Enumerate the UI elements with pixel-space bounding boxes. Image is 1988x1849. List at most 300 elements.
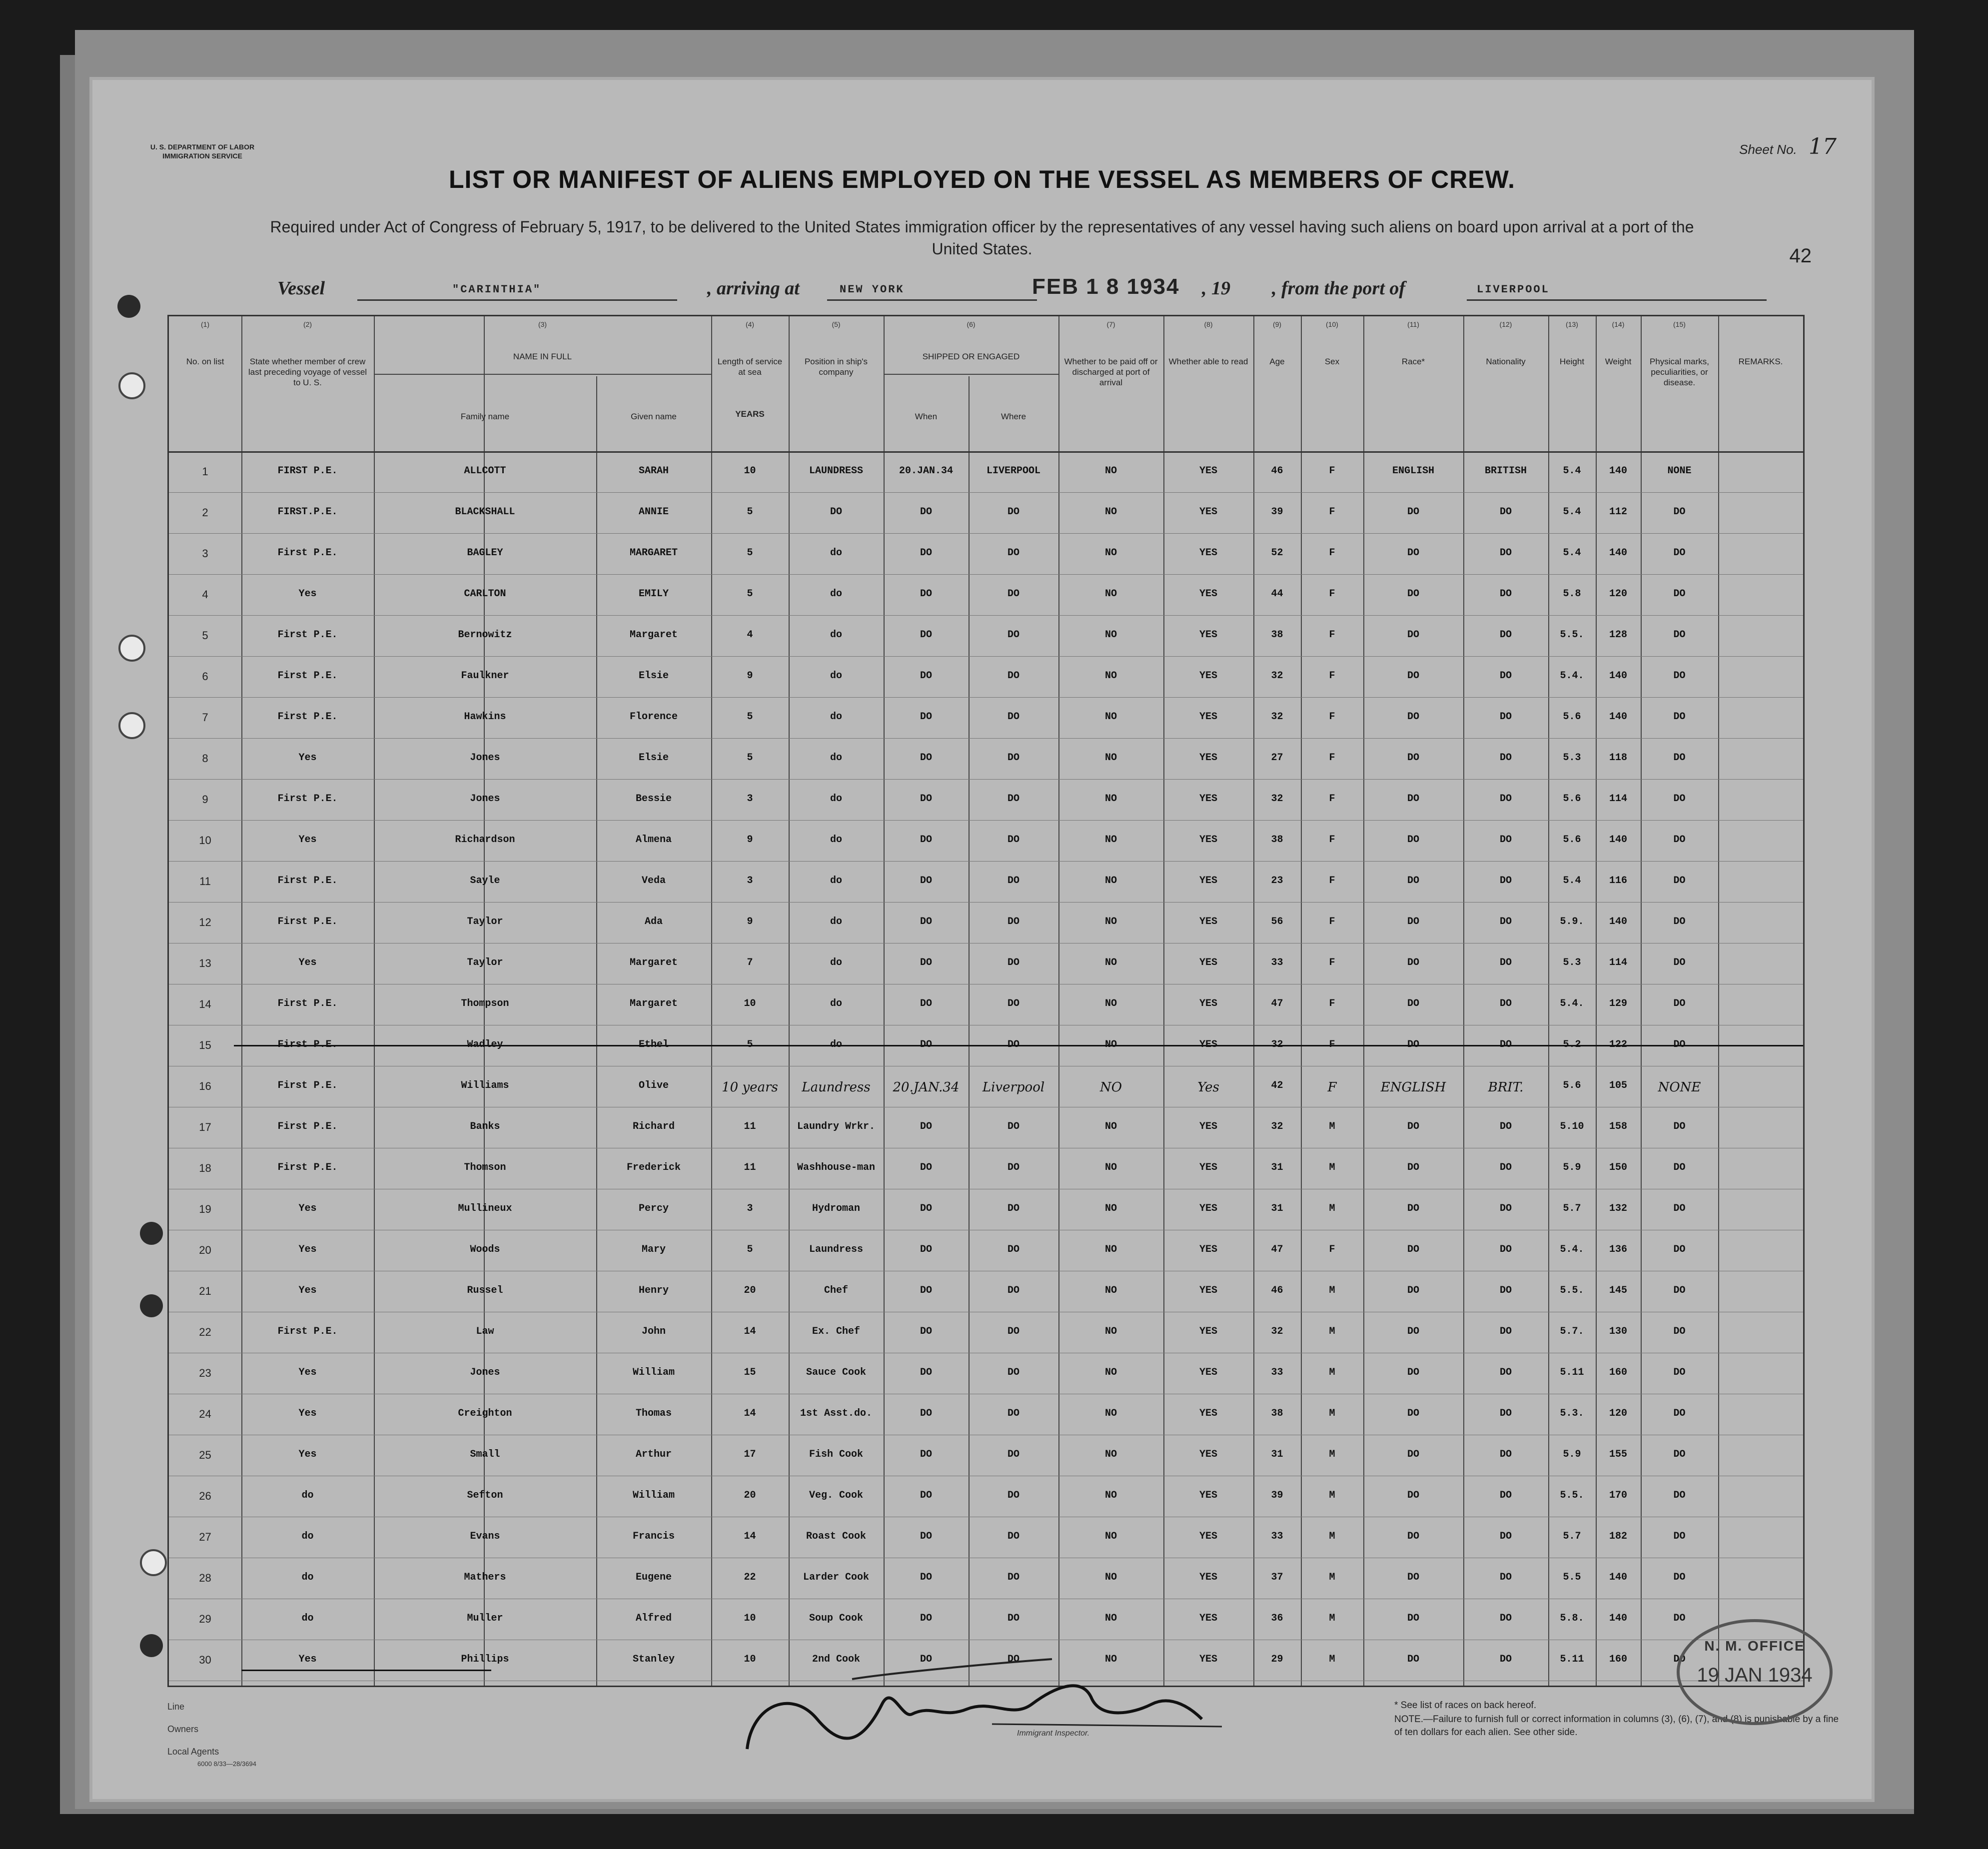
nationality: DO [1499,1654,1512,1665]
race: ENGLISH [1392,465,1434,477]
race: DO [1407,916,1419,927]
shipped-when: DO [920,1408,932,1419]
sex: F [1329,875,1335,887]
prior-voyage: Yes [298,588,317,600]
age: 37 [1271,1572,1283,1583]
prior-voyage: Yes [298,752,317,764]
nationality: DO [1499,1572,1512,1583]
shipped-where: DO [1007,1285,1019,1296]
vessel-label: Vessel [277,278,325,299]
position: do [830,547,842,559]
paid-off: NO [1104,957,1117,968]
age: 29 [1271,1654,1283,1665]
paid-off: NO [1104,752,1117,764]
weight: 136 [1609,1244,1627,1255]
height: 5.4 [1563,875,1581,887]
age: 47 [1271,998,1283,1009]
column-number: (8) [1204,320,1213,328]
weight: 122 [1609,1039,1627,1050]
race: DO [1407,998,1419,1009]
row-number: 17 [199,1121,211,1133]
position: do [830,875,842,887]
physical-marks: DO [1673,506,1686,518]
column-header: REMARKS. [1738,357,1783,366]
shipped-where: DO [1007,1121,1019,1132]
prior-voyage: Yes [298,1244,317,1255]
height: 5.5. [1560,1285,1584,1296]
shipped-where: DO [1007,998,1019,1009]
race: DO [1407,1613,1419,1624]
height: 5.4 [1563,506,1581,518]
given-name: Richard [632,1121,675,1132]
weight: 140 [1609,711,1627,723]
physical-marks: DO [1673,1039,1686,1050]
nationality: DO [1499,998,1512,1009]
physical-marks: DO [1673,1203,1686,1214]
given-name: Elsie [638,752,669,764]
service-length: 10 [744,465,756,477]
position: Ex. Chef [812,1326,860,1337]
row-number: 6 [202,670,208,683]
physical-marks: DO [1673,1490,1686,1501]
race: DO [1407,1531,1419,1542]
age: 44 [1271,588,1283,600]
able-to-read: YES [1199,875,1217,887]
column-header: Length of service at sea [717,357,783,377]
physical-marks: DO [1673,1531,1686,1542]
age: 42 [1271,1080,1283,1091]
shipped-when: DO [920,834,932,846]
column-header: Age [1269,357,1285,366]
nationality: DO [1499,1490,1512,1501]
shipped-where: DO [1007,1203,1019,1214]
column-header: Nationality [1486,357,1526,366]
sex: M [1329,1654,1335,1665]
shipped-where: DO [1007,1613,1019,1624]
given-name: MARGARET [629,547,678,559]
shipped-when: DO [920,1572,932,1583]
shipped-where: LIVERPOOL [986,465,1041,477]
shipped-where: DO [1007,506,1019,518]
height: 5.6 [1563,711,1581,723]
nationality: DO [1499,711,1512,723]
given-name: Mary [641,1244,666,1255]
age: 36 [1271,1613,1283,1624]
sex: M [1329,1121,1335,1132]
race: DO [1407,1449,1419,1460]
service-length: 9 [747,670,753,682]
able-to-read: YES [1199,1449,1217,1460]
page-title: LIST OR MANIFEST OF ALIENS EMPLOYED ON THE VESSEL AS MEMBERS OF CREW. [449,165,1515,193]
age: 33 [1271,957,1283,968]
shipped-where: DO [1007,752,1019,764]
physical-marks: DO [1673,793,1686,805]
given-name: Alfred [635,1613,672,1624]
paid-off: NO [1104,998,1117,1009]
sex: M [1329,1285,1335,1296]
shipped-when: DO [920,1654,932,1665]
nationality: DO [1499,834,1512,846]
height: 5.5 [1563,1572,1581,1583]
sex: F [1329,465,1335,477]
family-name: Jones [470,793,500,805]
age: 46 [1271,1285,1283,1296]
column-header: State whether member of crew last preceding voyage of vessel to U. S. [248,357,367,387]
sex: F [1329,588,1335,600]
shipped-when: DO [920,588,932,600]
prior-voyage: First P.E. [277,1121,338,1132]
family-name: Williams [461,1080,509,1091]
office-stamp-date: 19 JAN 1934 [1697,1664,1813,1686]
row-number: 21 [199,1285,211,1297]
physical-marks: DO [1673,588,1686,600]
nationality: DO [1499,1613,1512,1624]
height: 5.6 [1563,834,1581,846]
weight: 140 [1609,834,1627,846]
paid-off: NO [1104,1408,1117,1419]
shipped-when: DO [920,711,932,723]
column-subheader: Where [1000,412,1026,421]
age: 38 [1271,834,1283,846]
column-header: Physical marks, peculiarities, or disease. [1649,357,1710,387]
position: Soup Cook [809,1613,864,1624]
race: DO [1407,834,1419,846]
weight: 114 [1609,957,1627,968]
weight: 158 [1609,1121,1627,1132]
weight: 129 [1609,998,1627,1009]
prior-voyage: do [301,1531,314,1542]
given-name: Veda [641,875,666,887]
position: Laundress [802,1080,871,1095]
column-header: Height [1559,357,1585,366]
family-name: Jones [470,752,500,764]
shipped-when: DO [920,752,932,764]
grid-subheader-line [884,374,1058,375]
column-header: Weight [1605,357,1632,366]
physical-marks: DO [1673,916,1686,927]
given-name: William [632,1490,675,1501]
sex: F [1329,1244,1335,1255]
prior-voyage: do [301,1613,314,1624]
position: Roast Cook [806,1531,867,1542]
position: do [830,1039,842,1050]
shipped-when: DO [920,875,932,887]
from-underline [1467,299,1767,301]
sheet-number [1739,134,1837,159]
family-name: Thomson [464,1162,506,1173]
position: do [830,670,842,682]
service-length: 10 [744,1654,756,1665]
shipped-where: DO [1007,875,1019,887]
able-to-read: YES [1199,1572,1217,1583]
able-to-read: YES [1199,506,1217,518]
shipped-when: DO [920,1039,932,1050]
given-name: ANNIE [638,506,669,518]
position: LAUNDRESS [809,465,864,477]
shipped-where: DO [1007,547,1019,559]
age: 27 [1271,752,1283,764]
age: 38 [1271,629,1283,641]
paid-off: NO [1104,1326,1117,1337]
weight: 170 [1609,1490,1627,1501]
height: 5.8. [1560,1613,1584,1624]
service-length: 5 [747,1039,753,1050]
shipped-when: DO [920,998,932,1009]
nationality: DO [1499,1203,1512,1214]
row-number: 14 [199,998,211,1010]
able-to-read: YES [1199,752,1217,764]
nationality: DO [1499,1449,1512,1460]
age: 31 [1271,1449,1283,1460]
sex: F [1329,670,1335,682]
given-name: Elsie [638,670,669,682]
given-name: SARAH [638,465,669,477]
row-number: 24 [199,1408,211,1420]
family-name: Mathers [464,1572,506,1583]
prior-voyage: First P.E. [277,670,338,682]
physical-marks: NONE [1667,465,1692,477]
shipped-when: DO [920,1285,932,1296]
race: DO [1407,1285,1419,1296]
sex: F [1329,834,1335,846]
prior-voyage: Yes [298,1285,317,1296]
row-number: 8 [202,752,208,765]
given-name: Almena [635,834,672,846]
height: 5.5. [1560,1490,1584,1501]
service-length: 11 [744,1121,756,1132]
height: 5.6 [1563,793,1581,805]
shipped-where: DO [1007,916,1019,927]
prior-voyage: First P.E. [277,998,338,1009]
prior-voyage: First P.E. [277,629,338,641]
family-name: Sayle [470,875,500,887]
manifest-sheet [92,80,1872,1799]
age: 56 [1271,916,1283,927]
prior-voyage: First P.E. [277,793,338,805]
position: DO [830,506,842,518]
physical-marks: DO [1673,1408,1686,1419]
nationality: DO [1499,1367,1512,1378]
column-subheader: Given name [631,412,677,421]
service-length: 5 [747,752,753,764]
shipped-when: DO [920,1326,932,1337]
service-length: 14 [744,1326,756,1337]
service-length: 10 [744,1613,756,1624]
nationality: DO [1499,1326,1512,1337]
family-name: Bernowitz [458,629,512,641]
family-name: BLACKSHALL [455,506,515,518]
family-name: Law [476,1326,494,1337]
row-number: 10 [199,834,211,847]
prior-voyage: First P.E. [277,916,338,927]
able-to-read: YES [1199,711,1217,723]
given-name: John [641,1326,666,1337]
able-to-read: YES [1199,1285,1217,1296]
height: 5.3. [1560,1408,1584,1419]
shipped-when: DO [920,629,932,641]
shipped-where: DO [1007,1244,1019,1255]
binder-hole [118,712,145,739]
height: 5.8 [1563,588,1581,600]
row-number: 1 [202,465,208,478]
family-name: Mullineux [458,1203,512,1214]
service-length: 3 [747,793,753,805]
able-to-read: Yes [1197,1080,1219,1095]
paid-off: NO [1104,834,1117,846]
position: Laundry Wrkr. [797,1121,876,1132]
family-name: BAGLEY [467,547,503,559]
height: 5.6 [1563,1080,1581,1091]
paid-off: NO [1104,1367,1117,1378]
able-to-read: YES [1199,588,1217,600]
age: 32 [1271,1326,1283,1337]
prior-voyage: First P.E. [277,875,338,887]
weight: 132 [1609,1203,1627,1214]
able-to-read: YES [1199,1654,1217,1665]
nationality: DO [1499,916,1512,927]
page-subtitle: Required under Act of Congress of February 5, 1917, to be delivered to the United States immigration officer by the representatives of any vessel having such aliens on board upon arrival at a port of the United States. [270,218,1694,258]
binder-hole [118,635,145,662]
height: 5.10 [1560,1121,1584,1132]
physical-marks: DO [1673,1244,1686,1255]
shipped-where: Liverpool [982,1080,1045,1095]
prior-voyage: do [301,1572,314,1583]
given-name: Margaret [629,629,678,641]
sex: M [1329,1613,1335,1624]
weight: 145 [1609,1285,1627,1296]
physical-marks: DO [1673,1613,1686,1624]
able-to-read: YES [1199,1121,1217,1132]
race: DO [1407,1490,1419,1501]
race: ENGLISH [1380,1080,1446,1095]
given-name: Arthur [635,1449,672,1460]
shipped-when: DO [920,1449,932,1460]
shipped-where: DO [1007,1408,1019,1419]
sex: M [1329,1572,1335,1583]
prior-voyage: First P.E. [277,711,338,723]
physical-marks: DO [1673,1326,1686,1337]
prior-voyage: Yes [298,1449,317,1460]
shipped-when: DO [920,1162,932,1173]
shipped-where: DO [1007,588,1019,600]
service-length: 14 [744,1408,756,1419]
position: Fish Cook [809,1449,864,1460]
nationality: DO [1499,670,1512,682]
age: 23 [1271,875,1283,887]
given-name: Frederick [626,1162,681,1173]
paid-off: NO [1104,1449,1117,1460]
shipped-where: DO [1007,1367,1019,1378]
position: Hydroman [812,1203,860,1214]
paid-off: NO [1104,506,1117,518]
nationality: DO [1499,588,1512,600]
family-name: Faulkner [461,670,509,682]
weight: 140 [1609,670,1627,682]
position: 2nd Cook [812,1654,860,1665]
physical-marks: NONE [1658,1080,1701,1095]
vessel-line [277,274,1767,302]
weight: 140 [1609,1613,1627,1624]
vessel-underline [357,299,677,301]
column-number: (9) [1272,320,1282,328]
race: DO [1407,1367,1419,1378]
column-header: NAME IN FULL [513,352,572,361]
column-number: (2) [303,320,312,328]
height: 5.2 [1563,1039,1581,1050]
position: do [830,957,842,968]
given-name: Francis [632,1531,675,1542]
sex: M [1329,1531,1335,1542]
penalty-note: NOTE.—Failure to furnish full or correct information in columns (3), (6), (7), and (8) is punishable by a fine of ten dollars for each alien. See other side. [1394,1714,1839,1738]
able-to-read: YES [1199,465,1217,477]
physical-marks: DO [1673,752,1686,764]
position: Veg. Cook [809,1490,864,1501]
physical-marks: DO [1673,629,1686,641]
sex: F [1329,752,1335,764]
height: 5.4 [1563,465,1581,477]
height: 5.4. [1560,670,1584,682]
height: 5.5. [1560,629,1584,641]
row-number: 28 [199,1572,211,1584]
shipped-when: DO [920,1613,932,1624]
family-name: Evans [470,1531,500,1542]
prior-voyage: First P.E. [277,547,338,559]
weight: 120 [1609,588,1627,600]
column-subheader: Family name [460,412,510,421]
physical-marks: DO [1673,875,1686,887]
service-length: 20 [744,1285,756,1296]
physical-marks: DO [1673,1449,1686,1460]
race: DO [1407,629,1419,641]
race: DO [1407,1121,1419,1132]
sex: M [1329,1408,1335,1419]
shipped-when: DO [920,1121,932,1132]
age: 52 [1271,547,1283,559]
agents-label: Local Agents [167,1747,219,1757]
age: 32 [1271,670,1283,682]
row-number: 18 [199,1162,211,1174]
age: 31 [1271,1203,1283,1214]
shipped-where: DO [1007,1531,1019,1542]
column-number: (10) [1326,320,1338,328]
service-length: 4 [747,629,753,641]
nationality: DO [1499,1531,1512,1542]
position: do [830,834,842,846]
prior-voyage: Yes [298,1654,317,1665]
position: Larder Cook [803,1572,870,1583]
able-to-read: YES [1199,1408,1217,1419]
row-number: 20 [199,1244,211,1256]
row-number: 11 [199,875,211,888]
arriving-label: , arriving at [707,278,800,299]
weight: 150 [1609,1162,1627,1173]
column-header: Whether to be paid off or discharged at port of arrival [1064,357,1158,387]
column-header: SHIPPED OR ENGAGED [922,352,1020,361]
shipped-when: DO [920,1367,932,1378]
shipped-where: DO [1007,793,1019,805]
weight: 155 [1609,1449,1627,1460]
sex: F [1327,1080,1337,1095]
physical-marks: DO [1673,1654,1686,1665]
sex: F [1329,506,1335,518]
nationality: DO [1499,875,1512,887]
paid-off: NO [1104,465,1117,477]
sheet-number-label: Sheet No. [1739,142,1797,157]
binder-hole [117,295,140,318]
sex: F [1329,916,1335,927]
given-name: Margaret [629,998,678,1009]
row-number: 29 [199,1613,211,1625]
